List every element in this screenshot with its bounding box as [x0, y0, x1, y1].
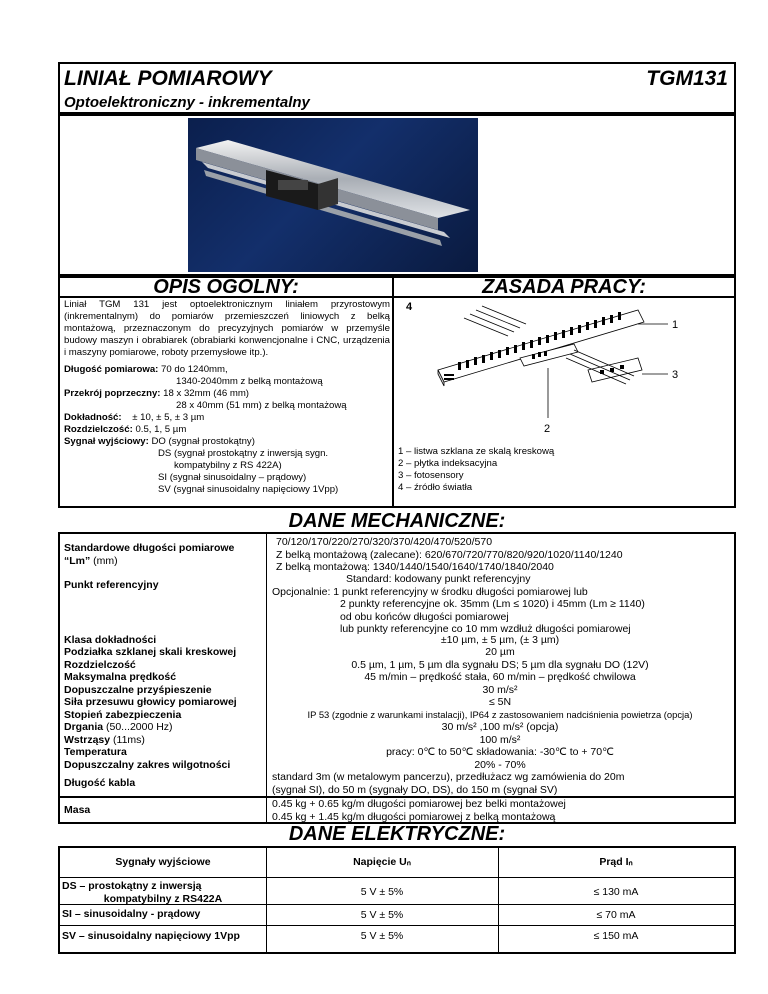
general-description: Liniał TGM 131 jest optoelektronicznym liniałem przyrostowym (inkrementalnym) do pomiarów przemieszczeń liniowych z belką montażową, przeznaczonym do precyzyjnych pomiarów w przemyśle budowy maszyn i obrabiarek (obrabiarki konwencjonalne i CNC, urządzenia i maszyny pomiarowe, roboty przemysłowe itp.).	[64, 299, 390, 358]
callout-1: 1	[672, 319, 679, 331]
legend-item: 4 – źródło światła	[398, 482, 473, 493]
signal-ds: DS – prostokątny z inwersją kompatybilny z RS422A	[62, 880, 223, 905]
mechanical-section-title: DANE MECHANICZNE:	[288, 510, 506, 532]
voltage-sv: 5 V ± 5%	[360, 930, 404, 942]
current-sv: ≤ 150 mA	[593, 930, 639, 942]
spec-length: Długość pomiarowa: 70 do 1240mm,	[64, 364, 228, 375]
signal-sv: SV – sinusoidalny napięciowy 1Vpp	[62, 930, 240, 942]
spec-output-4: SI (sygnał sinusoidalny – prądowy)	[158, 472, 307, 483]
spec-cross-section: Przekrój poprzeczny: 18 x 32mm (46 mm)	[64, 388, 250, 399]
header-signals: Sygnały wyjściowe	[115, 856, 211, 868]
current-si: ≤ 70 mA	[596, 909, 636, 921]
principle-diagram	[398, 300, 732, 440]
voltage-ds: 5 V ± 5%	[360, 886, 404, 898]
document-title: LINIAŁ POMIAROWY	[64, 67, 272, 90]
voltage-si: 5 V ± 5%	[360, 909, 404, 921]
callout-4: 4	[406, 301, 413, 313]
spec-cross-section-2: 28 x 40mm (51 mm) z belką montażową	[176, 400, 347, 411]
legend-item: 3 – fotosensory	[398, 470, 464, 481]
mass-divider	[266, 796, 267, 823]
legend-item: 2 – płytka indeksacyjna	[398, 458, 498, 469]
spec-accuracy: Dokładność: ± 10, ± 5, ± 3 µm	[64, 412, 205, 423]
electrical-hline-1	[59, 877, 735, 878]
spec-output-3: kompatybilny z RS 422A)	[174, 460, 282, 471]
spec-length-2: 1340-2040mm z belką montażową	[176, 376, 323, 387]
spec-output: Sygnał wyjściowy: DO (sygnał prostokątny)	[64, 436, 255, 447]
spec-output-5: SV (sygnał sinusoidalny napięciowy 1Vpp)	[158, 484, 339, 495]
callout-2: 2	[544, 423, 551, 435]
legend-item: 1 – listwa szklana ze skalą kreskową	[398, 446, 555, 457]
callout-3: 3	[672, 369, 679, 381]
principle-legend	[398, 446, 554, 494]
principle-section-title: ZASADA PRACY:	[482, 276, 646, 298]
general-section-title: OPIS OGÓLNY:	[153, 276, 299, 298]
signal-si: SI – sinusoidalny - prądowy	[62, 908, 201, 920]
general-specs	[64, 364, 390, 496]
spec-output-2: DS (sygnał prostokątny z inwersją sygn.	[158, 448, 329, 459]
mechanical-divider	[266, 533, 267, 797]
spec-resolution: Rozdzielczość: 0.5, 1, 5 µm	[64, 424, 187, 435]
header-voltage: Napięcie Uₙ	[353, 856, 411, 868]
electrical-hline-3	[59, 925, 735, 926]
product-photo	[188, 118, 478, 272]
current-ds: ≤ 130 mA	[593, 886, 639, 898]
model-number: TGM131	[646, 67, 728, 90]
linear-scale-icon	[188, 118, 478, 272]
document-subtitle: Optoelektroniczny - inkrementalny	[64, 94, 310, 111]
header-current: Prąd Iₙ	[599, 856, 633, 868]
electrical-section-title: DANE ELEKTRYCZNE:	[288, 823, 506, 845]
